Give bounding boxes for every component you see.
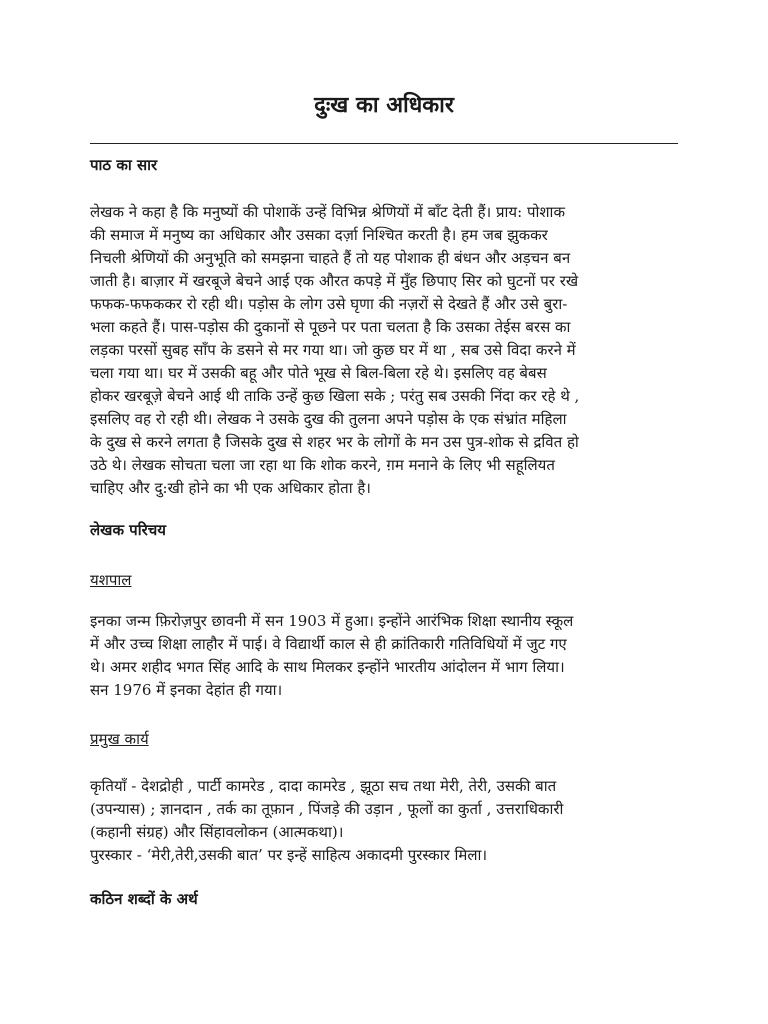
author-bio-line: इनका जन्म फ़िरोज़पुर छावनी में सन 1903 में हुआ। इन्होंने आरंभिक शिक्षा स्थानीय स्कूल [90, 612, 574, 630]
summary-line: के दुख से करने लगता है जिसके दुख से शहर भर के लोगों के मन उस पुत्र-शोक से द्रवित हो [90, 433, 579, 451]
author-bio-line: सन 1976 में इनका देहांत ही गया। [90, 681, 283, 699]
summary-line: जाती है। बाज़ार में खरबूजे बेचने आई एक औरत कपड़े में मुँह छिपाए सिर को घुटनों पर रखे [90, 272, 579, 290]
summary-line: इसलिए वह रो रही थी। लेखक ने उसके दुख की तुलना अपने पड़ोस के एक संभ्रांत महिला [90, 410, 567, 428]
author-bio-paragraph [90, 610, 680, 702]
author-intro-heading: लेखक परिचय [90, 521, 166, 539]
author-bio-line: थे। अमर शहीद भगत सिंह आदि के साथ मिलकर इन्होंने भारतीय आंदोलन में भाग लिया। [90, 658, 565, 676]
works-paragraph [90, 775, 680, 867]
summary-line: चाहिए और दु:खी होने का भी एक अधिकार होता है। [90, 479, 371, 497]
summary-line: की समाज में मनुष्य का अधिकार और उसका दर्ज़ा निश्चित करती है। हम जब झुककर [90, 226, 548, 244]
summary-line: उठे थे। लेखक सोचता चला जा रहा था कि शोक करने, ग़म मनाने के लिए भी सहूलियत [90, 456, 555, 474]
works-heading: प्रमुख कार्य [90, 730, 149, 748]
summary-line: फफक-फफककर रो रही थी। पड़ोस के लोग उसे घृणा की नज़रों से देखते हैं और उसे बुरा- [90, 295, 568, 313]
summary-line: होकर खरबूज़े बेचने आई थी ताकि उन्हें कुछ खिला सके ; परंतु सब उसकी निंदा कर रहे थे , [90, 387, 580, 405]
summary-line: लड़का परसों सुबह साँप के डसने से मर गया था। जो कुछ घर में था , सब उसे विदा करने में [90, 341, 576, 359]
summary-paragraph [90, 201, 680, 500]
author-name: यशपाल [90, 571, 132, 589]
summary-line: निचली श्रेणियों की अनुभूति को समझना चाहते हैं तो यह पोशाक ही बंधन और अड़चन बन [90, 249, 571, 267]
summary-line: भला कहते हैं। पास-पड़ोस की दुकानों से पूछने पर पता चलता है कि उसका तेईस बरस का [90, 318, 571, 336]
works-line: पुरस्कार - ‘मेरी,तेरी,उसकी बात’ पर इन्हें साहित्य अकादमी पुरस्कार मिला। [90, 846, 488, 864]
glossary-heading: कठिन शब्दों के अर्थ [90, 890, 198, 908]
works-line: (कहानी संग्रह) और सिंहावलोकन (आत्मकथा)। [90, 823, 344, 841]
author-bio-line: में और उच्च शिक्षा लाहौर में पाई। वे विद्यार्थी काल से ही क्रांतिकारी गतिविधियों में जुट गए [90, 635, 567, 653]
summary-line: लेखक ने कहा है कि मनुष्यों की पोशाकें उन्हें विभिन्न श्रेणियों में बाँट देती हैं। प्राय: पोशाक [90, 203, 565, 221]
summary-heading: पाठ का सार [90, 156, 158, 174]
works-line: (उपन्यास) ; ज्ञानदान , तर्क का तूफ़ान , पिंजड़े की उड़ान , फूलों का कुर्ता , उत्तराधिकारी [90, 800, 564, 818]
summary-line: चला गया था। घर में उसकी बहू और पोते भूख से बिल-बिला रहे थे। इसलिए वह बेबस [90, 364, 547, 382]
title-divider [90, 143, 678, 144]
works-line: कृतियाँ - देशद्रोही , पार्टी कामरेड , दादा कामरेड , झूठा सच तथा मेरी, तेरी, उसकी बात [90, 777, 557, 795]
page-title: दुःख का अधिकार [314, 92, 454, 118]
